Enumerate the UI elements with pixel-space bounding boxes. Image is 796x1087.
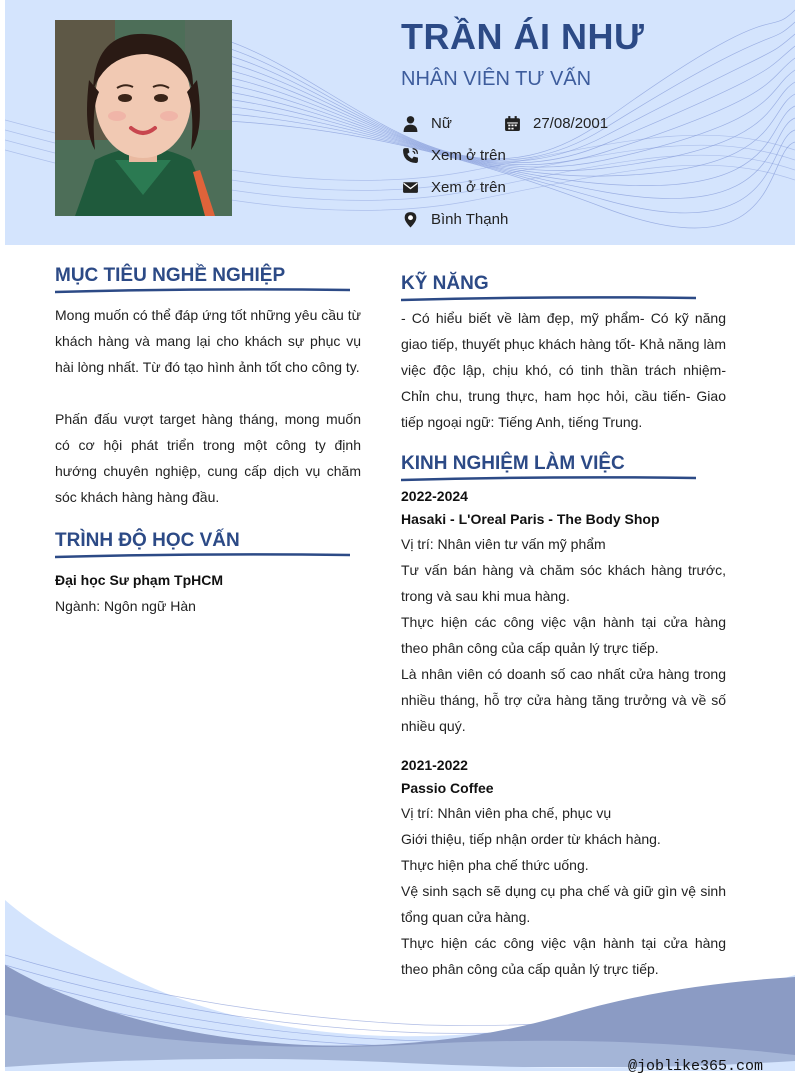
profile-photo (55, 20, 232, 216)
calendar-icon (503, 114, 521, 132)
address-value: Bình Thạnh (431, 210, 509, 228)
job-1-company: Hasaki - L'Oreal Paris - The Body Shop (401, 511, 660, 527)
job-1-position: Vị trí: Nhân viên tư vấn mỹ phẩm (401, 536, 606, 552)
phone-row (401, 143, 506, 167)
address-row (401, 207, 508, 231)
experience-heading: KINH NGHIỆM LÀM VIỆC (401, 453, 625, 474)
objective-heading: MỤC TIÊU NGHỀ NGHIỆP (55, 265, 286, 286)
person-icon (401, 114, 419, 132)
education-school: Đại học Sư phạm TpHCM (55, 572, 224, 588)
job-1-period: 2022-2024 (401, 488, 468, 504)
objective-paragraph-1: Mong muốn có thể đáp ứng tốt những yêu cầu từ khách hàng và mang lại cho khách sự phục vụ hài lòng nhất. Từ đó tạo hình ảnh tốt cho công ty. (55, 307, 361, 375)
objective-paragraph-2: Phấn đấu vượt target hàng tháng, mong muốn có cơ hội phát triển trong một công ty định hướng chuyên nghiệp, cung cấp dịch vụ chăm sóc khách hàng hàng đầu. (55, 411, 361, 505)
education-underline (55, 553, 350, 559)
phone-icon (401, 146, 419, 164)
experience-underline (401, 476, 696, 482)
candidate-title: NHÂN VIÊN TƯ VẤN (401, 68, 592, 90)
job-2-duty-1: Giới thiệu, tiếp nhận order từ khách hàng. (401, 831, 661, 847)
job-1-duty-1: Tư vấn bán hàng và chăm sóc khách hàng trước, trong và sau khi mua hàng. (401, 562, 726, 604)
skills-text: - Có hiểu biết về làm đẹp, mỹ phẩm- Có kỹ năng giao tiếp, thuyết phục khách hàng tốt- Khả năng làm việc độc lập, chịu khó, có tinh thần trách nhiệm- Chỉn chu, trung thực, ham học hỏi, cầu tiến- Giao tiếp ngoại ngữ: Tiếng Anh, tiếng Trung. (401, 310, 726, 430)
job-2-duty-2: Thực hiện pha chế thức uống. (401, 857, 589, 873)
job-2-position: Vị trí: Nhân viên pha chế, phục vụ (401, 805, 612, 821)
skills-underline (401, 296, 696, 302)
job-2-duty-4: Thực hiện các công việc vận hành tại cửa hàng theo phân công của cấp quản lý trực tiếp. (401, 935, 726, 977)
map-pin-icon (401, 210, 419, 228)
skills-heading: KỸ NĂNG (401, 273, 489, 294)
gender-value: Nữ (431, 114, 452, 132)
envelope-icon (401, 178, 419, 196)
phone-value: Xem ở trên (431, 146, 506, 164)
job-1-duty-2: Thực hiện các công việc vận hành tại cửa hàng theo phân công của cấp quản lý trực tiếp. (401, 614, 726, 656)
education-heading: TRÌNH ĐỘ HỌC VẤN (55, 530, 240, 551)
email-value: Xem ở trên (431, 178, 506, 196)
job-2-period: 2021-2022 (401, 757, 468, 773)
gender-row (401, 111, 452, 135)
objective-underline (55, 288, 350, 294)
cv-page (5, 0, 795, 1087)
job-2-company: Passio Coffee (401, 780, 494, 796)
job-2-duty-3: Vệ sinh sạch sẽ dụng cụ pha chế và giữ gìn vệ sinh tổng quan cửa hàng. (401, 883, 726, 925)
birthday-row (503, 111, 608, 135)
birthday-value: 27/08/2001 (533, 114, 609, 132)
education-major: Ngành: Ngôn ngữ Hàn (55, 598, 196, 614)
email-row (401, 175, 506, 199)
job-1-duty-3: Là nhân viên có doanh số cao nhất cửa hàng trong nhiều tháng, hỗ trợ cửa hàng tăng trưởng và về số nhiều quý. (401, 666, 726, 734)
watermark: @joblike365.com (627, 1058, 763, 1075)
candidate-name: TRẦN ÁI NHƯ (401, 16, 645, 57)
